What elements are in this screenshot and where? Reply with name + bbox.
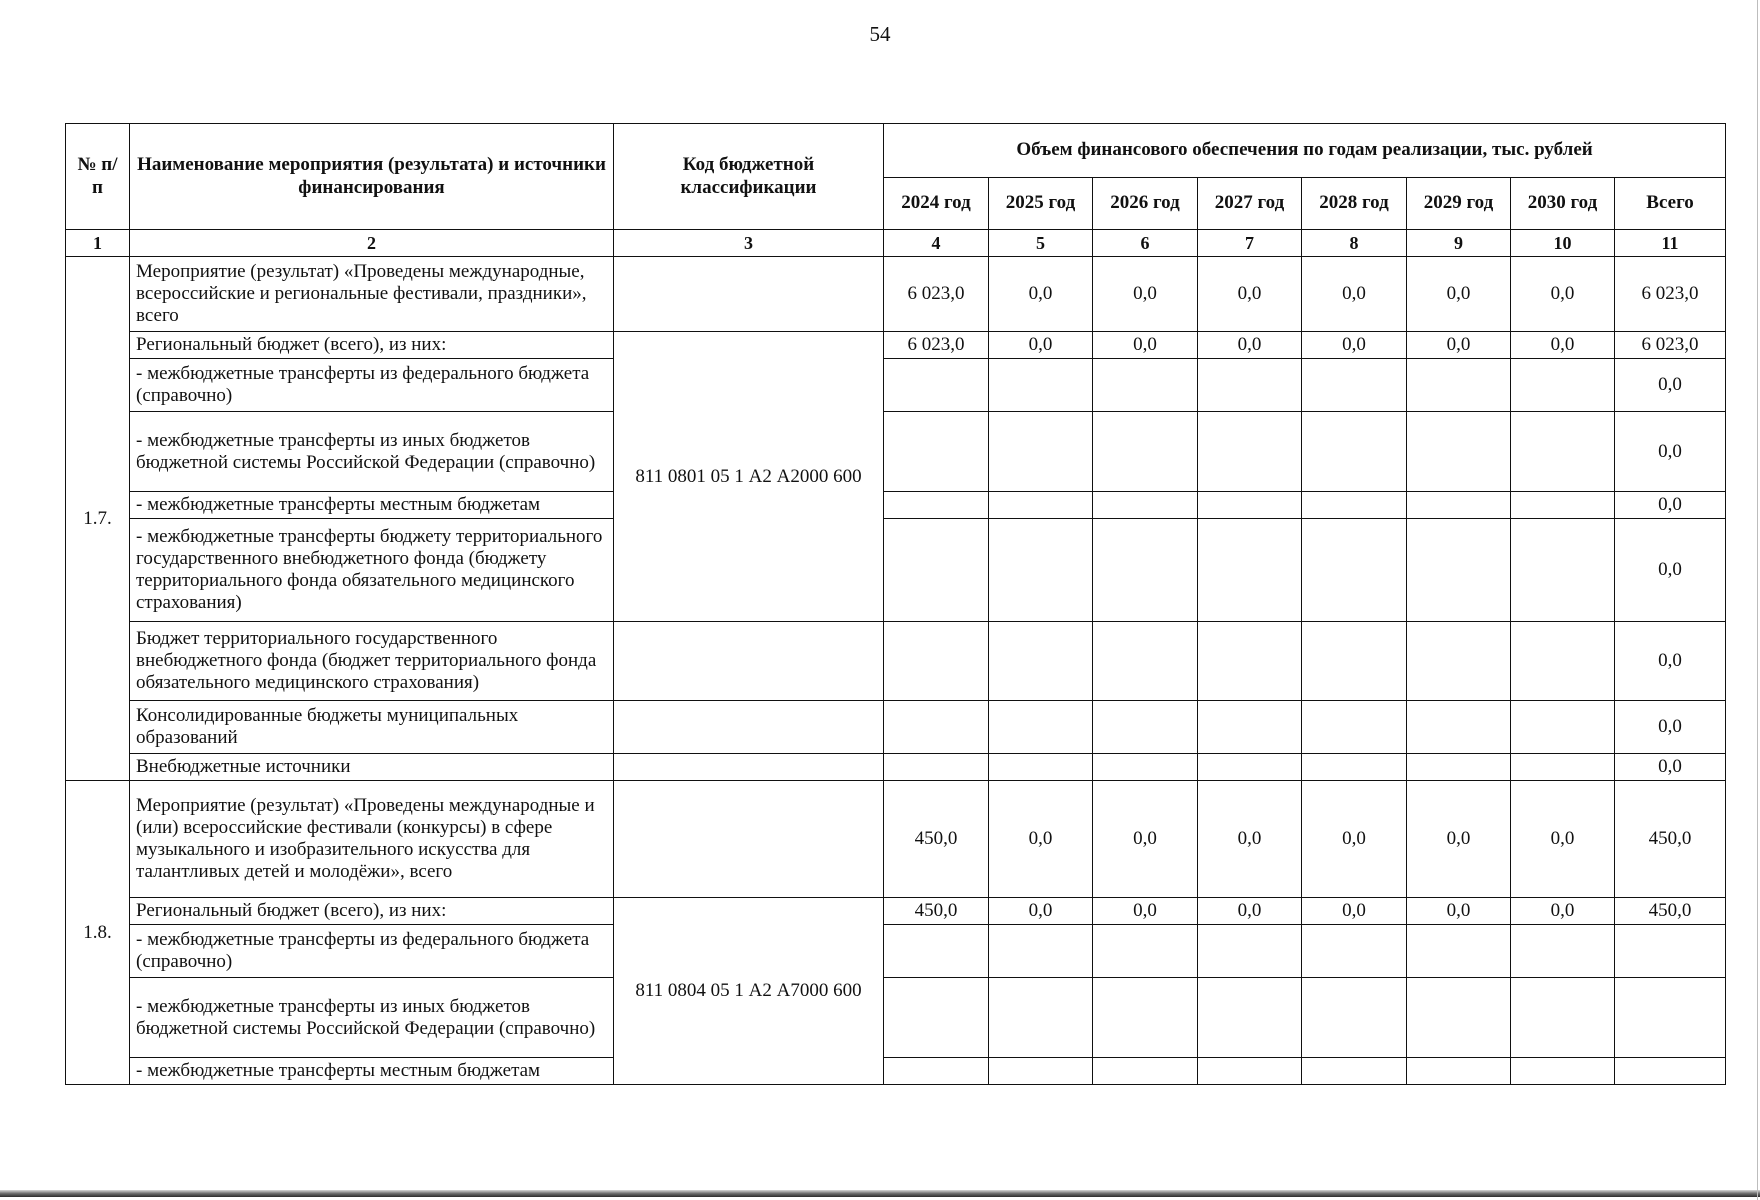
value-cell: [989, 925, 1093, 978]
value-cell: [989, 622, 1093, 701]
value-cell: 0,0: [989, 898, 1093, 925]
header-year: 2028 год: [1302, 178, 1407, 230]
total-cell: 0,0: [1615, 359, 1726, 412]
value-cell: [1407, 1058, 1511, 1085]
value-cell: [989, 1058, 1093, 1085]
code-cell-empty: [614, 622, 884, 701]
header-year: 2026 год: [1093, 178, 1198, 230]
column-number: 6: [1093, 230, 1198, 257]
total-cell: 6 023,0: [1615, 332, 1726, 359]
column-number: 2: [130, 230, 614, 257]
row-name: Мероприятие (результат) «Проведены международные, всероссийские и региональные фестивали, праздники», всего: [130, 257, 614, 332]
value-cell: [1302, 754, 1407, 781]
total-cell: 0,0: [1615, 701, 1726, 754]
value-cell: [1511, 925, 1615, 978]
row-name: Консолидированные бюджеты муниципальных образований: [130, 701, 614, 754]
value-cell: [1093, 701, 1198, 754]
value-cell: [1198, 622, 1302, 701]
section-number: 1.7.: [66, 257, 130, 781]
header-year: 2027 год: [1198, 178, 1302, 230]
header-year: 2030 год: [1511, 178, 1615, 230]
column-number: 5: [989, 230, 1093, 257]
value-cell: [989, 492, 1093, 519]
column-number: 9: [1407, 230, 1511, 257]
value-cell: [1093, 519, 1198, 622]
value-cell: [1198, 701, 1302, 754]
value-cell: [1302, 925, 1407, 978]
value-cell: [1511, 492, 1615, 519]
value-cell: [1511, 412, 1615, 492]
row-name: - межбюджетные трансферты из иных бюджетов бюджетной системы Российской Федерации (справочно): [130, 412, 614, 492]
total-cell: 6 023,0: [1615, 257, 1726, 332]
column-number: 3: [614, 230, 884, 257]
value-cell: [989, 519, 1093, 622]
header-num: № п/п: [66, 124, 130, 230]
value-cell: 0,0: [989, 257, 1093, 332]
total-cell: 0,0: [1615, 754, 1726, 781]
row-name: - межбюджетные трансферты местным бюджетам: [130, 1058, 614, 1085]
table-row: [66, 781, 1726, 898]
value-cell: [884, 925, 989, 978]
total-cell: 0,0: [1615, 519, 1726, 622]
financing-table: [65, 123, 1726, 1085]
table-row: [66, 519, 1726, 622]
value-cell: [1407, 925, 1511, 978]
value-cell: 0,0: [989, 332, 1093, 359]
column-number-row: [66, 230, 1726, 257]
value-cell: [989, 978, 1093, 1058]
table-row: [66, 978, 1726, 1058]
table-row: [66, 359, 1726, 412]
value-cell: 6 023,0: [884, 332, 989, 359]
value-cell: [1302, 412, 1407, 492]
value-cell: 6 023,0: [884, 257, 989, 332]
value-cell: [1198, 519, 1302, 622]
value-cell: [884, 754, 989, 781]
value-cell: [884, 978, 989, 1058]
value-cell: [1511, 978, 1615, 1058]
table-row: [66, 898, 1726, 925]
value-cell: [1093, 412, 1198, 492]
total-cell: 0,0: [1615, 622, 1726, 701]
value-cell: 0,0: [1511, 898, 1615, 925]
code-cell-empty: [614, 701, 884, 754]
value-cell: [1511, 701, 1615, 754]
table-row: [66, 412, 1726, 492]
value-cell: 0,0: [1198, 898, 1302, 925]
table-row: [66, 257, 1726, 332]
table-row: [66, 332, 1726, 359]
header-row-top: [66, 124, 1726, 178]
value-cell: [1511, 359, 1615, 412]
value-cell: [1093, 492, 1198, 519]
value-cell: [989, 412, 1093, 492]
value-cell: [884, 412, 989, 492]
value-cell: [1093, 359, 1198, 412]
value-cell: 0,0: [1198, 257, 1302, 332]
value-cell: 0,0: [989, 781, 1093, 898]
header-year: 2024 год: [884, 178, 989, 230]
value-cell: 0,0: [1302, 332, 1407, 359]
column-number: 4: [884, 230, 989, 257]
scan-bottom-edge: [0, 1190, 1760, 1197]
value-cell: [1511, 519, 1615, 622]
value-cell: [1198, 359, 1302, 412]
value-cell: 0,0: [1407, 332, 1511, 359]
column-number: 1: [66, 230, 130, 257]
value-cell: 0,0: [1302, 898, 1407, 925]
scan-right-edge: [1757, 0, 1758, 1200]
value-cell: [1302, 519, 1407, 622]
total-cell: 0,0: [1615, 412, 1726, 492]
table-row: [66, 925, 1726, 978]
value-cell: [1302, 701, 1407, 754]
value-cell: [884, 492, 989, 519]
value-cell: 450,0: [884, 781, 989, 898]
row-name: Региональный бюджет (всего), из них:: [130, 332, 614, 359]
value-cell: [1198, 925, 1302, 978]
row-name: - межбюджетные трансферты из федерального бюджета (справочно): [130, 359, 614, 412]
column-number: 11: [1615, 230, 1726, 257]
table-row: [66, 1058, 1726, 1085]
row-name: Мероприятие (результат) «Проведены международные и (или) всероссийские фестивали (конкурсы) в сфере музыкального и изобразительного искусства для талантливых детей и молодёжи», всего: [130, 781, 614, 898]
total-cell: [1615, 925, 1726, 978]
value-cell: [1407, 359, 1511, 412]
value-cell: [884, 519, 989, 622]
header-year: 2029 год: [1407, 178, 1511, 230]
table-row: [66, 754, 1726, 781]
value-cell: [1093, 1058, 1198, 1085]
value-cell: [1302, 1058, 1407, 1085]
row-name: - межбюджетные трансферты местным бюджетам: [130, 492, 614, 519]
value-cell: [1511, 754, 1615, 781]
value-cell: [1407, 754, 1511, 781]
row-name: - межбюджетные трансферты из федерального бюджета (справочно): [130, 925, 614, 978]
section-number: 1.8.: [66, 781, 130, 1085]
value-cell: [1302, 359, 1407, 412]
budget-code: 811 0801 05 1 А2 А2000 600: [614, 332, 884, 622]
page-number: 54: [869, 22, 891, 46]
table-row: [66, 622, 1726, 701]
code-cell-empty: [614, 781, 884, 898]
value-cell: [1093, 622, 1198, 701]
value-cell: [1198, 754, 1302, 781]
value-cell: [884, 1058, 989, 1085]
value-cell: 0,0: [1511, 781, 1615, 898]
header-total: Всего: [1615, 178, 1726, 230]
value-cell: 0,0: [1198, 781, 1302, 898]
total-cell: [1615, 1058, 1726, 1085]
value-cell: 0,0: [1511, 332, 1615, 359]
value-cell: 0,0: [1302, 781, 1407, 898]
value-cell: [1198, 492, 1302, 519]
total-cell: [1615, 978, 1726, 1058]
row-name: Внебюджетные источники: [130, 754, 614, 781]
value-cell: [1198, 412, 1302, 492]
row-name: Бюджет территориального государственного внебюджетного фонда (бюджет территориального фонда обязательного медицинского страхования): [130, 622, 614, 701]
code-cell-empty: [614, 754, 884, 781]
column-number: 8: [1302, 230, 1407, 257]
total-cell: 450,0: [1615, 898, 1726, 925]
table-row: [66, 701, 1726, 754]
value-cell: 0,0: [1198, 332, 1302, 359]
value-cell: [1302, 492, 1407, 519]
value-cell: [1407, 622, 1511, 701]
value-cell: [1407, 978, 1511, 1058]
header-group-title: Объем финансового обеспечения по годам реализации, тыс. рублей: [884, 124, 1726, 178]
header-code: Код бюджетной классификации: [614, 124, 884, 230]
value-cell: [989, 359, 1093, 412]
budget-code: 811 0804 05 1 А2 А7000 600: [614, 898, 884, 1085]
value-cell: [884, 701, 989, 754]
value-cell: [1198, 1058, 1302, 1085]
value-cell: 450,0: [884, 898, 989, 925]
value-cell: 0,0: [1093, 257, 1198, 332]
column-number: 10: [1511, 230, 1615, 257]
row-name: - межбюджетные трансферты из иных бюджетов бюджетной системы Российской Федерации (справочно): [130, 978, 614, 1058]
value-cell: 0,0: [1407, 898, 1511, 925]
total-cell: 450,0: [1615, 781, 1726, 898]
column-number: 7: [1198, 230, 1302, 257]
value-cell: [1302, 622, 1407, 701]
value-cell: 0,0: [1093, 781, 1198, 898]
value-cell: [1511, 1058, 1615, 1085]
value-cell: 0,0: [1407, 257, 1511, 332]
table-row: [66, 492, 1726, 519]
value-cell: 0,0: [1093, 898, 1198, 925]
total-cell: 0,0: [1615, 492, 1726, 519]
value-cell: [1093, 754, 1198, 781]
value-cell: [1407, 519, 1511, 622]
value-cell: [1407, 412, 1511, 492]
value-cell: [989, 754, 1093, 781]
header-name: Наименование мероприятия (результата) и источники финансирования: [130, 124, 614, 230]
header-year: 2025 год: [989, 178, 1093, 230]
value-cell: 0,0: [1407, 781, 1511, 898]
value-cell: [1407, 701, 1511, 754]
value-cell: [1093, 925, 1198, 978]
value-cell: [989, 701, 1093, 754]
value-cell: [1198, 978, 1302, 1058]
value-cell: 0,0: [1511, 257, 1615, 332]
value-cell: [884, 359, 989, 412]
value-cell: [884, 622, 989, 701]
row-name: - межбюджетные трансферты бюджету территориального государственного внебюджетного фонда (бюджету территориального фонда обязательного медицинского страхования): [130, 519, 614, 622]
value-cell: [1511, 622, 1615, 701]
value-cell: [1093, 978, 1198, 1058]
value-cell: 0,0: [1302, 257, 1407, 332]
value-cell: [1302, 978, 1407, 1058]
value-cell: 0,0: [1093, 332, 1198, 359]
value-cell: [1407, 492, 1511, 519]
code-cell-empty: [614, 257, 884, 332]
row-name: Региональный бюджет (всего), из них:: [130, 898, 614, 925]
